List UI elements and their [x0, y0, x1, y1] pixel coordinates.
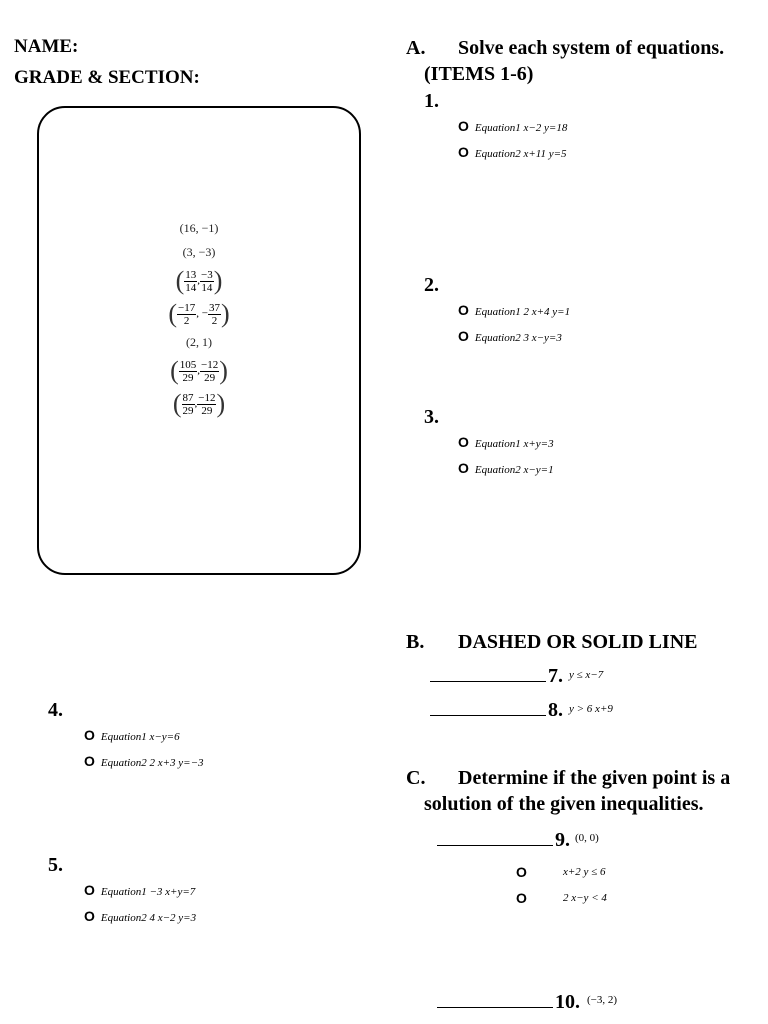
answer-blank-9[interactable]	[437, 829, 553, 846]
item-1-number: 1.	[424, 90, 439, 112]
answer-choice-4: ( $\frac{-17}{2}$ , − $\frac{37}{2}$ )	[168, 299, 230, 328]
item-1-equation-2: O Equation2 x+11 y=5	[458, 144, 567, 160]
item-5-number: 5.	[48, 854, 63, 876]
bullet-icon: O	[458, 118, 469, 134]
item-4-equation-2: O Equation2 2 x+3 y=−3	[84, 753, 204, 769]
item-10-point: (−3, 2)	[587, 994, 618, 1006]
item-2-equation-1: O Equation1 2 x+4 y=1	[458, 302, 571, 318]
item-10: 10.	[437, 991, 580, 1014]
answer-choice-2: (3, −3)	[182, 245, 216, 259]
answer-choice-7: ( $\frac{87}{29}$ , $\frac{-12}{29}$ )	[172, 389, 226, 418]
bullet-icon: O	[458, 144, 469, 160]
item-5-equation-2: O Equation2 4 x−2 y=3	[84, 908, 197, 924]
section-b-letter: B.	[406, 631, 425, 653]
bullet-icon: O	[84, 908, 95, 924]
section-a-title: Solve each system of equations.	[458, 37, 725, 59]
grade-section-label: GRADE & SECTION:	[14, 67, 200, 88]
item-3-equation-1: O Equation1 x+y=3	[458, 434, 554, 450]
answer-choice-1: (16, −1)	[179, 221, 219, 235]
section-c-title-line-1: Determine if the given point is a	[458, 767, 731, 789]
answer-choice-3: ( $\frac{13}{14}$ , $\frac{-3}{14}$ )	[175, 266, 223, 295]
item-3-equation-2: O Equation2 x−y=1	[458, 460, 554, 476]
item-3-number: 3.	[424, 406, 439, 428]
name-label: NAME:	[14, 36, 79, 57]
item-7: 7.	[430, 665, 563, 688]
bullet-icon: O	[516, 864, 527, 880]
bullet-icon: O	[458, 302, 469, 318]
item-9-inequality-1: x+2 y ≤ 6	[563, 866, 606, 878]
section-c-letter: C.	[406, 767, 426, 789]
item-4-number: 4.	[48, 699, 63, 721]
item-9: 9.	[437, 829, 570, 852]
section-c-title-line-2: solution of the given inequalities.	[424, 793, 704, 815]
bullet-icon: O	[84, 753, 95, 769]
answer-blank-8[interactable]	[430, 699, 546, 716]
section-a-letter: A.	[406, 37, 426, 59]
bullet-icon: O	[84, 727, 95, 743]
section-a-subtitle: (ITEMS 1-6)	[424, 63, 534, 85]
bullet-icon: O	[458, 460, 469, 476]
item-5-equation-1: O Equation1 −3 x+y=7	[84, 882, 196, 898]
bullet-icon: O	[458, 434, 469, 450]
section-b-title: DASHED OR SOLID LINE	[458, 631, 698, 653]
item-1-equation-1: O Equation1 x−2 y=18	[458, 118, 568, 134]
item-4-equation-1: O Equation1 x−y=6	[84, 727, 180, 743]
item-8: 8.	[430, 699, 563, 722]
bullet-icon: O	[458, 328, 469, 344]
answer-choice-6: ( $\frac{105}{29}$ , $\frac{-12}{29}$ )	[170, 356, 228, 385]
item-2-equation-2: O Equation2 3 x−y=3	[458, 328, 562, 344]
item-8-expression: y > 6 x+9	[569, 703, 613, 715]
item-9-inequality-2: 2 x−y < 4	[563, 892, 607, 904]
answer-blank-10[interactable]	[437, 991, 553, 1008]
item-7-expression: y ≤ x−7	[569, 669, 604, 681]
answer-choice-5: (2, 1)	[186, 335, 212, 349]
bullet-icon: O	[84, 882, 95, 898]
item-9-point: (0, 0)	[575, 832, 599, 844]
item-2-number: 2.	[424, 274, 439, 296]
answer-choices-box	[37, 106, 361, 575]
bullet-icon: O	[516, 890, 527, 906]
answer-blank-7[interactable]	[430, 665, 546, 682]
